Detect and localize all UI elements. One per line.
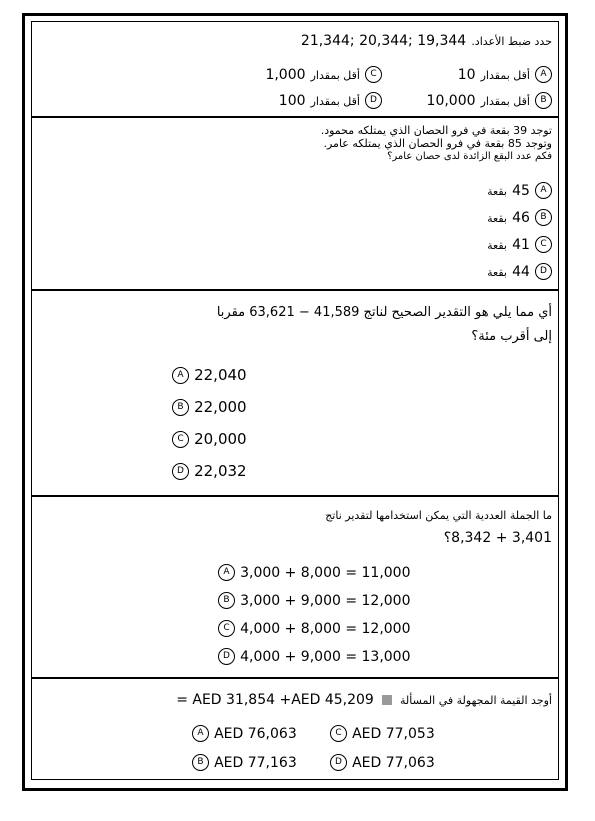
question-5 (31, 678, 559, 780)
q5-option-d[interactable] (330, 752, 435, 771)
q1-numbers: 21,344; 20,344; 19,344 (300, 33, 467, 49)
option-d-circle: D (330, 754, 347, 771)
q1-option-d[interactable] (279, 90, 382, 109)
option-a-circle: A (172, 367, 189, 384)
q5-option-c-value: AED 77,053 (352, 726, 435, 742)
q2-option-a-value: 45 (512, 183, 530, 199)
q5-stem-line (176, 689, 552, 708)
question-4 (31, 496, 559, 678)
q3-line-1: أي مما يلي هو التقدير الصحيح لناتج 41,589 − 63,621 مقربا (216, 305, 552, 320)
q5-option-b[interactable] (192, 752, 297, 771)
q4-option-b-value: 3,000 + 9,000 = 12,000 (240, 593, 411, 609)
option-d-circle: D (365, 92, 382, 109)
q4-line-2: 3,401 + 8,342؟ (443, 530, 552, 546)
q3-option-b-value: 22,000 (194, 398, 247, 416)
q4-option-b[interactable] (218, 590, 411, 609)
q4-option-d[interactable] (218, 646, 411, 665)
q1-option-c[interactable] (265, 64, 382, 83)
worksheet (22, 13, 568, 791)
q3-option-d[interactable] (172, 461, 247, 480)
q2-stem (321, 124, 552, 163)
q3-option-b[interactable] (172, 397, 247, 416)
q1-option-b[interactable] (427, 90, 552, 109)
q2-line-2: وتوجد 85 بقعة في فرو الحصان الذي يمتلكه عامر. (323, 137, 552, 150)
q1-option-c-text: أقل بمقدار (310, 69, 360, 82)
q5-option-c[interactable] (330, 723, 435, 742)
q2-option-a[interactable] (487, 180, 552, 199)
q4-line-1: ما الجملة العددية التي يمكن استخدامها لتقدير ناتج (325, 509, 552, 522)
q5-option-b-value: AED 77,163 (214, 755, 297, 771)
q3-option-c[interactable] (172, 429, 247, 448)
option-c-circle: C (218, 620, 235, 637)
q3-option-d-value: 22,032 (194, 462, 247, 480)
question-2 (31, 117, 559, 290)
question-3 (31, 290, 559, 496)
q2-option-d-value: 44 (512, 264, 530, 280)
q5-option-a[interactable] (192, 723, 297, 742)
q2-line-1: توجد 39 بقعة في فرو الحصان الذي يمتلكه محمود. (320, 124, 552, 137)
option-c-circle: C (535, 236, 552, 253)
option-b-circle: B (192, 754, 209, 771)
q2-option-c[interactable] (487, 234, 552, 253)
q4-option-c-value: 4,000 + 8,000 = 12,000 (240, 621, 411, 637)
q1-stem-line (301, 30, 552, 49)
option-b-circle: B (218, 592, 235, 609)
q1-stem: حدد ضبط الأعداد. (471, 35, 552, 48)
option-b-circle: B (535, 209, 552, 226)
option-c-circle: C (172, 431, 189, 448)
q1-option-b-text: أقل بمقدار (480, 95, 530, 108)
q2-option-c-unit: بقعة (487, 239, 507, 252)
q5-expression: = AED 31,854 +AED 45,209 (176, 692, 374, 708)
option-a-circle: A (535, 182, 552, 199)
q1-option-a-text: أقل بمقدار (480, 69, 530, 82)
option-d-circle: D (218, 648, 235, 665)
q2-option-c-value: 41 (512, 237, 530, 253)
q1-option-b-value: 10,000 (426, 93, 476, 109)
q1-option-a[interactable] (458, 64, 552, 83)
q4-option-a-value: 3,000 + 8,000 = 11,000 (240, 565, 411, 581)
q4-option-c[interactable] (218, 618, 411, 637)
q3-option-a-value: 22,040 (194, 366, 247, 384)
q3-stem (217, 301, 552, 349)
q2-option-b[interactable] (487, 207, 552, 226)
option-c-circle: C (365, 66, 382, 83)
q2-option-d[interactable] (487, 261, 552, 280)
question-1 (31, 21, 559, 117)
option-a-circle: A (218, 564, 235, 581)
q4-option-a[interactable] (218, 562, 411, 581)
q2-option-b-value: 46 (512, 210, 530, 226)
unknown-box (382, 695, 392, 705)
q3-option-a[interactable] (172, 365, 247, 384)
q4-option-d-value: 4,000 + 9,000 = 13,000 (240, 649, 411, 665)
q1-option-d-value: 100 (278, 93, 306, 109)
option-a-circle: A (535, 66, 552, 83)
q5-option-a-value: AED 76,063 (214, 726, 297, 742)
option-b-circle: B (535, 92, 552, 109)
q5-option-d-value: AED 77,063 (352, 755, 435, 771)
q3-option-c-value: 20,000 (194, 430, 247, 448)
q2-option-a-unit: بقعة (487, 185, 507, 198)
q1-option-c-value: 1,000 (265, 67, 306, 83)
q5-stem: أوجد القيمة المجهولة في المسألة (400, 694, 552, 707)
q1-option-d-text: أقل بمقدار (310, 95, 360, 108)
option-d-circle: D (172, 463, 189, 480)
q2-option-d-unit: بقعة (487, 266, 507, 279)
option-c-circle: C (330, 725, 347, 742)
q3-line-2: إلى أقرب مئة؟ (471, 329, 552, 344)
option-b-circle: B (172, 399, 189, 416)
q4-stem (325, 505, 552, 549)
q1-option-a-value: 10 (457, 67, 476, 83)
q2-option-b-unit: بقعة (487, 212, 507, 225)
option-a-circle: A (192, 725, 209, 742)
q2-line-3: فكم عدد البقع الزائدة لدى حصان عامر؟ (387, 151, 552, 162)
option-d-circle: D (535, 263, 552, 280)
